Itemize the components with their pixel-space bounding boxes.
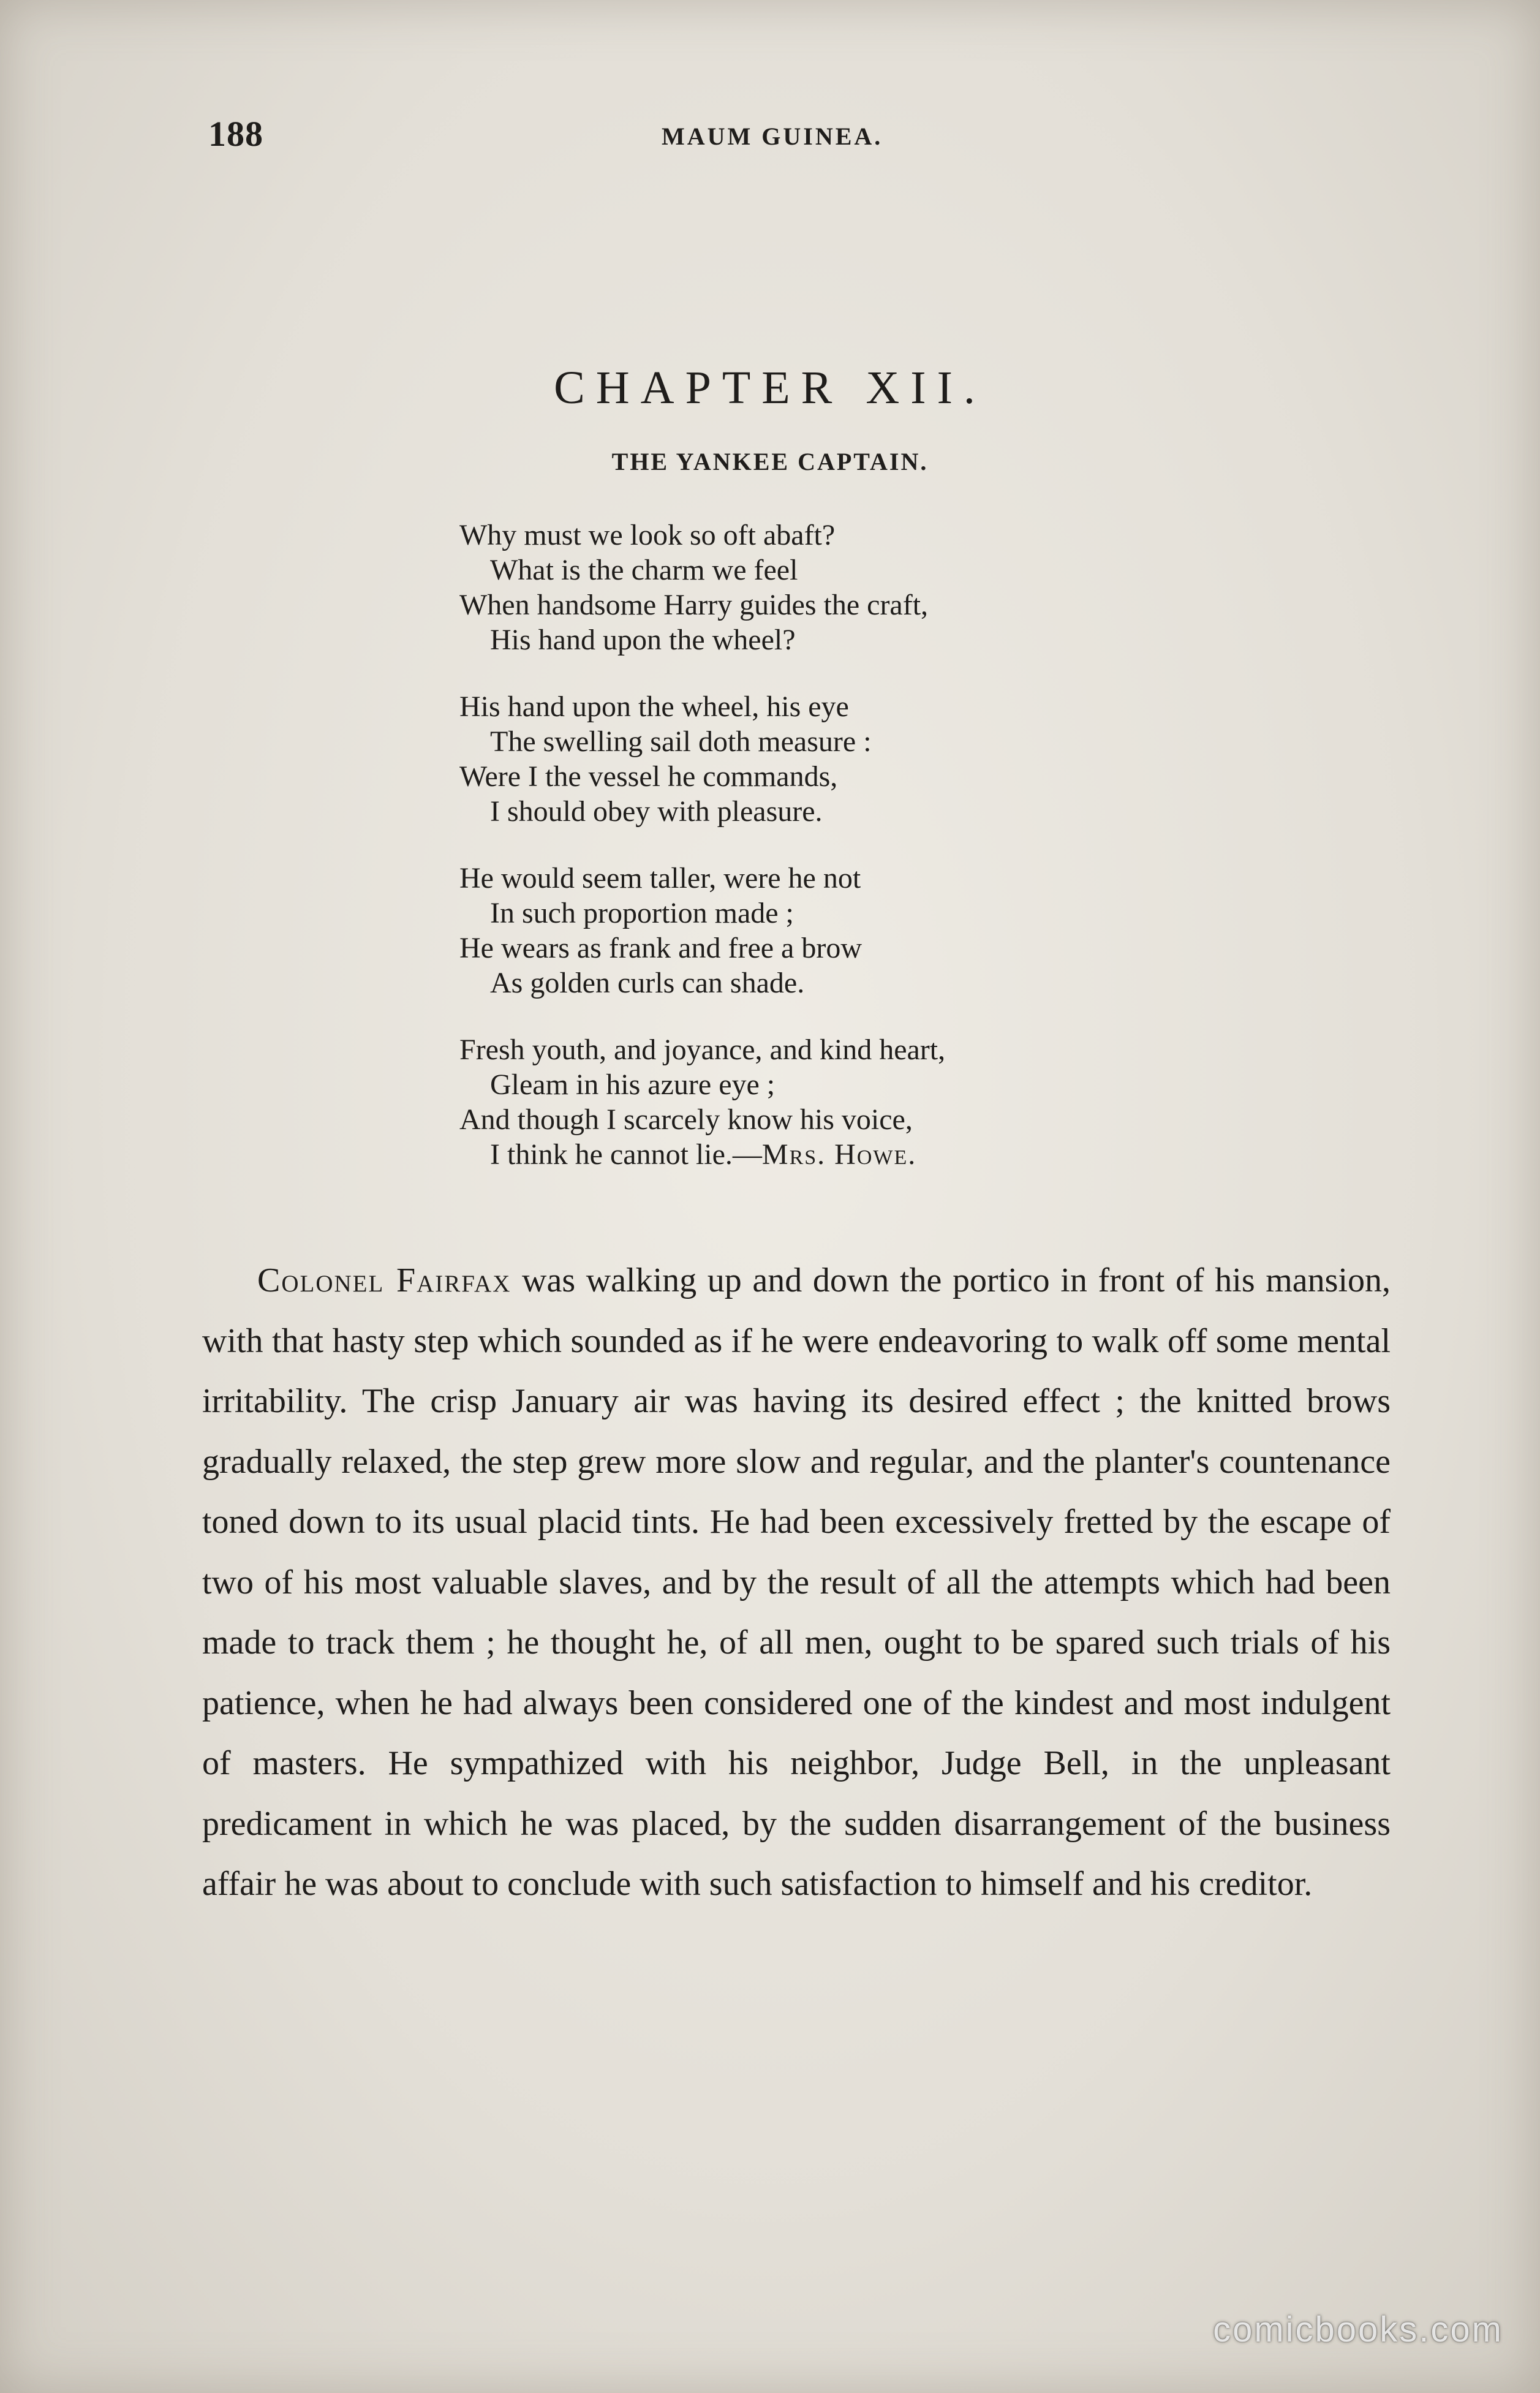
poem-line: The swelling sail doth measure : (490, 725, 872, 758)
body-paragraph (202, 1250, 1391, 1915)
poem-line: Fresh youth, and joyance, and kind heart, (459, 1034, 946, 1066)
poem-line: He would seem taller, were he not (459, 862, 861, 894)
poem-last-line (459, 1137, 1317, 1172)
lead-name: Colonel Fairfax (257, 1261, 511, 1299)
poem-line: Were I the vessel he commands, (459, 760, 838, 793)
poem-line-text: I think he cannot lie.— (490, 1138, 762, 1171)
poem-line: Why must we look so oft abaft? (459, 519, 836, 551)
running-title: MAUM GUINEA. (662, 123, 883, 150)
poem-line: What is the charm we feel (490, 554, 798, 586)
poem-line: In such proportion made ; (490, 897, 794, 929)
poem-attribution: Mrs. Howe. (761, 1138, 917, 1171)
epigraph-poem (459, 518, 1317, 1204)
poem-line: His hand upon the wheel? (490, 624, 796, 656)
poem-stanza-2 (459, 689, 1317, 829)
poem-stanza-1 (459, 518, 1317, 657)
poem-line: Gleam in his azure eye ; (490, 1068, 776, 1101)
chapter-title: CHAPTER XII. (554, 362, 986, 414)
poem-line: I should obey with pleasure. (490, 795, 823, 828)
paragraph-text: was walking up and down the portico in front of his mansion, with that hasty step which sounded as if he were endeavoring to walk off some mental irritability. The crisp January air was having its desired effect ; the knitted brows gradually relaxed, the step grew more slow and regular, and the planter's countenance toned down to its usual placid tints. He had been excessively fretted by the escape of two of his most valuable slaves, and by the result of all the attempts which had been made to track them ; he thought he, of all men, ought to be spared such trials of his patience, when he had always been considered one of the kindest and most indulgent of masters. He sympathized with his neighbor, Judge Bell, in the unpleasant predicament in which he was placed, by the sudden disarrangement of the business affair he was about to conclude with such satisfaction to himself and his creditor. (202, 1261, 1391, 1903)
poem-line: And though I scarcely know his voice, (459, 1103, 913, 1136)
poem-line: When handsome Harry guides the craft, (459, 589, 929, 621)
poem-line: His hand upon the wheel, his eye (459, 690, 849, 723)
poem-stanza-4 (459, 1032, 1317, 1172)
page-number: 188 (208, 114, 263, 154)
poem-line: He wears as frank and free a brow (459, 932, 862, 964)
chapter-subtitle: THE YANKEE CAPTAIN. (611, 448, 929, 475)
watermark: comicbooks.com (1213, 2310, 1503, 2350)
poem-stanza-3 (459, 861, 1317, 1000)
page-header (208, 113, 1397, 162)
poem-line: As golden curls can shade. (490, 967, 805, 999)
